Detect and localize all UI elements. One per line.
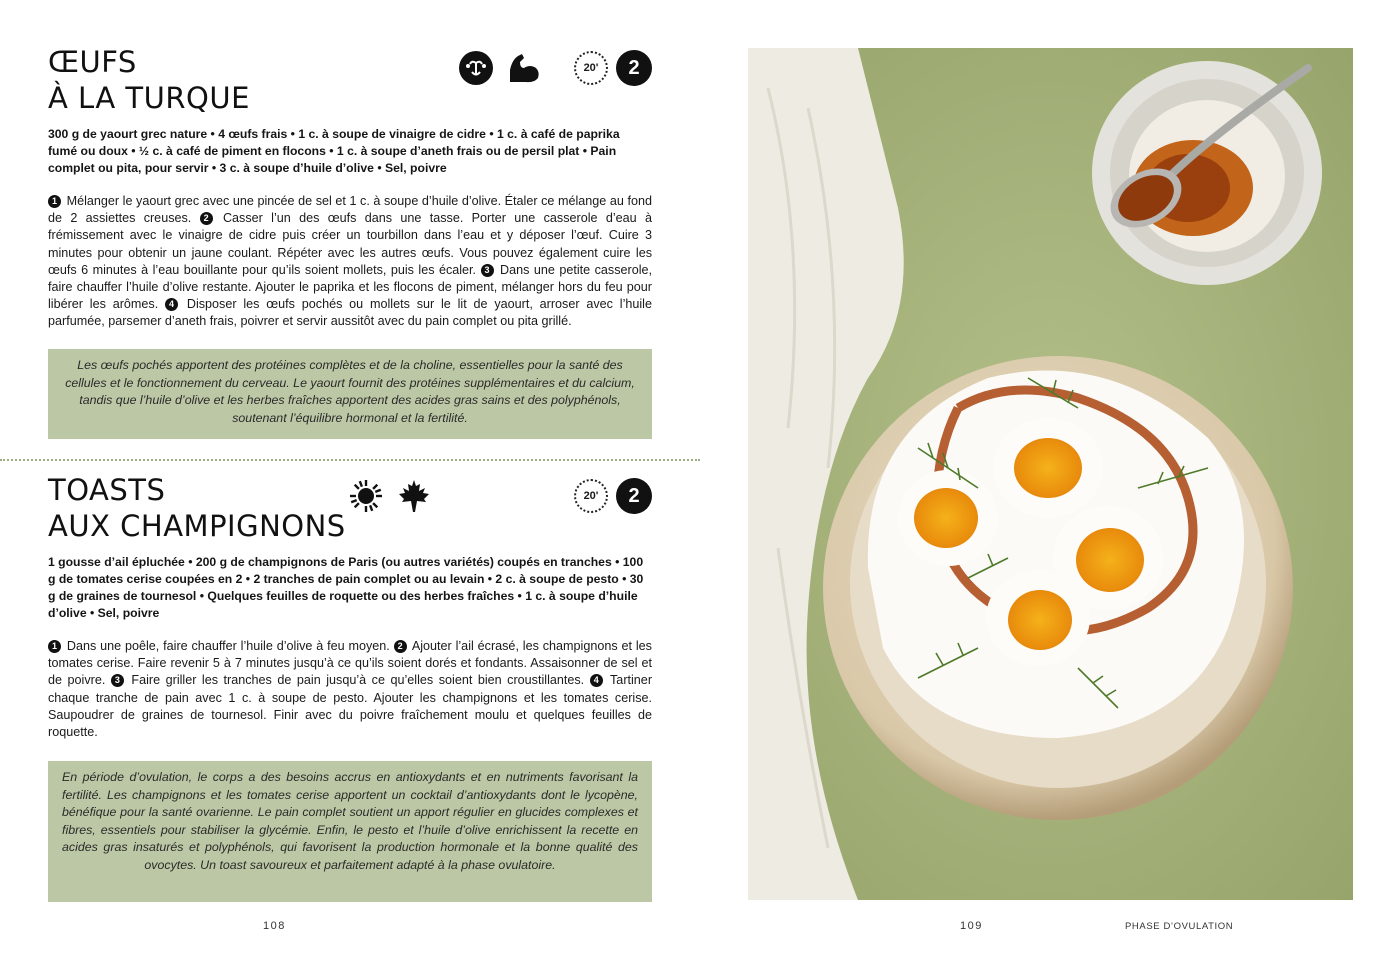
step-number: 3	[111, 674, 124, 687]
recipe-divider	[0, 459, 700, 461]
step-text: Disposer les œufs pochés ou mollets sur le lit de yaourt, arroser avec l’huile parfumée, parsemer d’aneth frais, poivrer et servir aussitôt avec du pain complet ou pita grillé.	[48, 297, 652, 329]
sun-icon	[348, 478, 384, 514]
page-number: 109	[960, 920, 983, 932]
step-text: Dans une petite casserole, faire chauffer l’huile d’olive restante. Ajouter le paprika et les flocons de piment, mélanger hors du feu pour libérer les arômes.	[48, 262, 653, 312]
recipe-icons	[348, 478, 432, 514]
title-line-1: ŒUFS	[48, 45, 137, 79]
page-number: 108	[263, 920, 286, 932]
step-text: Tartiner chaque tranche de pain avec 1 c. à soupe de pesto. Ajouter les champignons et les tomates cerise. Saupoudrer de graines de tournesol. Finir avec du poivre fraîchement moulu et quelques feuilles de roquette.	[48, 673, 653, 740]
right-page	[700, 0, 1400, 958]
step-number: 2	[394, 640, 407, 653]
step-number: 4	[165, 298, 178, 311]
nutrition-note: Les œufs pochés apportent des protéines complètes et de la choline, essentielles pour la santé des cellules et le fonctionnement du cerveau. Le yaourt fournit des protéines supplémentaires et du calcium, tandis que l’huile d’olive et les herbes fraîches apportent des acides gras sains et des polyphénols, soutenant l’équilibre hormonal et la fertilité.	[48, 349, 652, 439]
step-number: 4	[590, 674, 603, 687]
recipe-steps	[48, 193, 652, 331]
recipe-title	[48, 44, 652, 116]
step-text: Casser l’un des œufs dans une tasse. Porter une casserole d’eau à frémissement avec le vinaigre de cidre puis créer un tourbillon dans l’eau et y déposer l’œuf. Cuire 3 minutes pour obtenir un jaune coulant. Répéter avec les autres œufs. Vous pouvez également cuire les œufs 6 minutes à l’eau bouillante pour qu’ils soient mollets, puis les écaler.	[48, 211, 652, 277]
recipe-badges	[574, 478, 652, 514]
step-number: 1	[48, 195, 61, 208]
servings-badge: 2	[616, 478, 652, 514]
maple-leaf-icon	[396, 478, 432, 514]
step-number: 1	[48, 640, 61, 653]
step-text: Faire griller les tranches de pain jusqu’à ce qu’elles soient bien croustillantes.	[131, 673, 585, 688]
step-text: Dans une poêle, faire chauffer l’huile d’olive à feu moyen.	[66, 639, 390, 653]
step-text: Mélanger le yaourt grec avec une pincée de sel et 1 c. à soupe d’huile d’olive. Étaler ce mélange au fond de 2 assiettes creuses.	[48, 194, 652, 226]
time-badge: 20'	[574, 479, 608, 513]
ingredients-list: 1 gousse d’ail épluchée • 200 g de champignons de Paris (ou autres variétés) coupés en tranches • 100 g de tomates cerise coupées en 2 • 2 tranches de pain complet ou au levain • 2 c. à soupe de pesto • 30 g de graines de tournesol • Quelques feuilles de roquette ou des herbes fraîches • 1 c. à soupe d’huile d’olive • Sel, poivre	[48, 555, 644, 620]
step-number: 2	[200, 212, 213, 225]
muscle-arm-icon	[506, 50, 542, 86]
step-number: 3	[481, 264, 494, 277]
uterus-icon	[458, 50, 494, 86]
food-photo	[748, 48, 1353, 900]
recipe-oeufs-turque	[48, 44, 652, 331]
recipe-icons	[458, 50, 542, 86]
recipe-toasts-champignons	[48, 472, 652, 741]
title-line-2: À LA TURQUE	[48, 81, 250, 115]
nutrition-note: En période d’ovulation, le corps a des besoins accrus en antioxydants et en nutriments favorisant la fertilité. Les champignons et les tomates cerise apportent un cocktail d’antioxydants dont le lycopène, bénéfique pour la santé ovarienne. Le pain complet soutient un apport régulier en glucides complexes et fibres, essentiels pour stabiliser la glycémie. Enfin, le pesto et l’huile d’olive enrichissent la recette en acides gras insaturés et polyphénols, qui favorisent la production hormonale et la bonne qualité des ovocytes. Un toast savoureux et parfaitement adapté à la phase ovulatoire.	[48, 761, 652, 902]
servings-badge: 2	[616, 50, 652, 86]
title-line-2: AUX CHAMPIGNONS	[48, 509, 346, 543]
section-label: PHASE D’OVULATION	[1125, 921, 1234, 932]
ingredients-list: 300 g de yaourt grec nature • 4 œufs frais • 1 c. à soupe de vinaigre de cidre • 1 c. à café de paprika fumé ou doux • ½ c. à café de piment en flocons • 1 c. à soupe d’aneth frais ou de persil plat • Pain complet ou pita, pour servir • 3 c. à soupe d’huile d’olive • Sel, poivre	[48, 127, 620, 175]
recipe-badges	[574, 50, 652, 86]
food-photo-illustration	[748, 48, 1353, 900]
title-line-1: TOASTS	[48, 473, 166, 507]
recipe-steps	[48, 638, 652, 741]
time-badge: 20'	[574, 51, 608, 85]
step-text: Ajouter l’ail écrasé, les champignons et les tomates cerise. Faire revenir 5 à 7 minutes jusqu’à ce qu’ils soient dorés et fondants. Assaisonner de sel et de poivre.	[48, 639, 652, 688]
